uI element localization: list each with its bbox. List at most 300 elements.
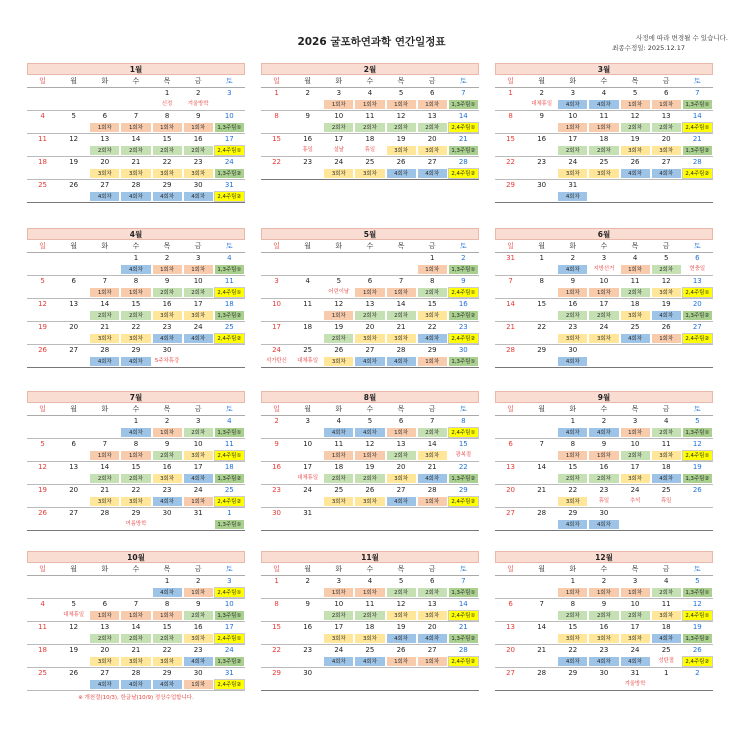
day-number: 14 [537, 463, 547, 471]
event-row [27, 656, 245, 667]
event-cell [354, 264, 385, 275]
day-number: 22 [568, 486, 578, 494]
day-number: 3 [227, 89, 232, 97]
event-cell: 2회차 [557, 310, 588, 321]
event-cell: 4회차 [120, 679, 151, 690]
month-title: 5월 [261, 228, 479, 240]
event-cell [27, 519, 58, 530]
day-number: 25 [661, 646, 671, 654]
weekday-label: 화 [569, 242, 577, 250]
weekday-label: 일 [273, 242, 280, 250]
weekday-label: 토 [459, 405, 467, 413]
day-number: 14 [427, 440, 437, 448]
event-cell [495, 287, 526, 298]
day-number: 25 [599, 158, 609, 166]
event-cell: 1,3주팀② [682, 633, 713, 644]
day-number [651, 345, 682, 356]
day-number: 27 [506, 669, 516, 677]
event-cell: 3회차 [323, 633, 354, 644]
weekday-label: 토 [459, 565, 467, 573]
event-row [27, 264, 245, 275]
day-number: 24 [630, 486, 640, 494]
event-cell: 1,3주팀① [214, 122, 245, 133]
event-cell [588, 679, 619, 690]
day-number: 9 [305, 112, 310, 120]
event-cell [292, 496, 323, 507]
event-cell [386, 519, 417, 530]
event-cell: 1,3주팀① [448, 356, 479, 367]
date-row [27, 439, 245, 450]
event-cell [261, 519, 292, 530]
event-cell [354, 519, 385, 530]
event-cell: 1회차 [651, 333, 682, 344]
event-cell: 추석 [629, 498, 641, 504]
date-row [495, 299, 713, 310]
day-number [214, 345, 245, 356]
event-cell: 2,4주팀① [214, 450, 245, 461]
day-number: 21 [537, 646, 547, 654]
day-number [651, 508, 682, 519]
week-row [261, 439, 479, 462]
month-block [27, 391, 245, 531]
day-number: 24 [334, 646, 344, 654]
event-cell: 2회차 [354, 310, 385, 321]
weekday-label: 금 [428, 242, 436, 250]
day-number: 26 [692, 486, 702, 494]
weekday-label: 일 [39, 77, 46, 85]
day-number [651, 180, 682, 191]
day-number [620, 345, 651, 356]
weekday-label: 화 [335, 77, 343, 85]
day-number: 31 [630, 669, 640, 677]
day-number: 2 [305, 577, 310, 585]
event-cell: 1,3주팀② [448, 473, 479, 484]
day-number [323, 668, 354, 679]
event-cell [58, 519, 89, 530]
day-number [292, 253, 323, 264]
day-number: 8 [274, 112, 279, 120]
day-number: 29 [131, 346, 141, 354]
day-number: 11 [38, 135, 48, 143]
event-cell [386, 679, 417, 690]
event-cell: 1회차 [557, 122, 588, 133]
weekday-label: 일 [507, 242, 514, 250]
day-number: 20 [661, 135, 671, 143]
day-number: 3 [195, 254, 201, 262]
day-number: 26 [334, 346, 344, 354]
event-row [495, 191, 713, 202]
day-number: 6 [695, 254, 700, 262]
weekday-header [495, 75, 713, 88]
day-number: 18 [599, 135, 609, 143]
event-cell [58, 587, 89, 598]
event-row [27, 427, 245, 438]
event-cell [495, 633, 526, 644]
day-number: 1 [508, 89, 513, 97]
weekday-header [27, 75, 245, 88]
day-number: 28 [537, 509, 547, 517]
weekday-label: 금 [428, 565, 436, 573]
day-number: 30 [599, 669, 609, 677]
date-row [495, 134, 713, 145]
day-number: 31 [193, 509, 203, 517]
week-row [27, 253, 245, 276]
event-cell [526, 656, 557, 667]
event-cell: 4회차 [557, 356, 588, 367]
day-number: 18 [661, 623, 671, 631]
day-number: 16 [458, 300, 468, 308]
event-cell: 3회차 [89, 333, 120, 344]
event-cell: 1회차 [183, 264, 214, 275]
day-number: 21 [100, 323, 110, 331]
day-number: 14 [506, 300, 516, 308]
day-number: 26 [38, 346, 48, 354]
date-row [495, 345, 713, 356]
day-number: 20 [396, 463, 406, 471]
event-cell: 2회차 [386, 450, 417, 461]
event-cell [495, 333, 526, 344]
event-row [27, 99, 245, 110]
day-number: 25 [661, 486, 671, 494]
weekday-label: 금 [662, 405, 670, 413]
event-cell: 1회차 [183, 679, 214, 690]
event-row [495, 333, 713, 344]
event-cell [27, 264, 58, 275]
event-cell: 2,4주팀① [682, 610, 713, 621]
event-cell: 1,3주팀① [214, 519, 245, 530]
day-number: 30 [303, 669, 313, 677]
month-block [27, 551, 245, 701]
event-cell: 3회차 [386, 145, 417, 156]
day-number: 18 [38, 158, 48, 166]
event-cell: 1,3주팀① [214, 427, 245, 438]
event-cell: 3회차 [120, 656, 151, 667]
date-row [261, 157, 479, 168]
event-cell: 1,3주팀② [214, 310, 245, 321]
event-cell: 4회차 [417, 168, 448, 179]
day-number: 13 [427, 112, 437, 120]
event-row [495, 310, 713, 321]
day-number: 17 [630, 623, 640, 631]
weekday-label: 목 [397, 565, 405, 573]
event-cell [261, 168, 292, 179]
date-row [495, 599, 713, 610]
week-row [27, 345, 245, 368]
event-cell [27, 356, 58, 367]
day-number: 11 [599, 112, 609, 120]
event-cell [58, 333, 89, 344]
event-cell [495, 610, 526, 621]
day-number: 7 [102, 277, 108, 285]
event-cell: 3회차 [89, 656, 120, 667]
date-row [27, 134, 245, 145]
weekday-label: 토 [693, 565, 701, 573]
event-cell: 2,4주팀① [448, 427, 479, 438]
month-title: 4월 [27, 228, 245, 240]
day-number: 28 [458, 646, 468, 654]
day-number: 2 [164, 417, 170, 425]
week-row [27, 576, 245, 599]
day-number: 25 [365, 158, 375, 166]
day-number: 23 [193, 646, 203, 654]
event-cell [495, 356, 526, 367]
event-row [261, 145, 479, 156]
weekday-label: 월 [304, 405, 312, 413]
event-cell: 2회차 [120, 145, 151, 156]
date-row [495, 576, 713, 587]
day-number: 24 [599, 323, 609, 331]
event-cell: 4회차 [651, 473, 682, 484]
day-number: 30 [458, 346, 468, 354]
week-row [495, 111, 713, 134]
day-number: 2 [461, 254, 466, 262]
day-number: 29 [568, 509, 578, 517]
day-number: 28 [131, 181, 141, 189]
event-cell: 3회차 [386, 333, 417, 344]
event-cell: 1,3주팀② [214, 168, 245, 179]
day-number: 9 [601, 600, 607, 608]
day-number: 13 [427, 600, 437, 608]
day-number: 13 [365, 300, 375, 308]
day-number: 24 [630, 646, 640, 654]
event-cell: 2회차 [354, 610, 385, 621]
event-cell: 1,3주팀② [448, 145, 479, 156]
event-cell [261, 145, 292, 156]
event-cell: 3회차 [651, 450, 682, 461]
day-number: 22 [162, 158, 172, 166]
week-row [495, 322, 713, 345]
day-number: 2 [195, 89, 201, 97]
event-cell: 2회차 [354, 473, 385, 484]
day-number: 12 [692, 440, 702, 448]
day-number: 26 [630, 158, 640, 166]
event-cell: 1,3주팀② [214, 473, 245, 484]
day-number: 27 [365, 346, 375, 354]
event-row [495, 656, 713, 667]
day-number: 5 [398, 577, 404, 585]
event-cell: 3회차 [354, 333, 385, 344]
day-number: 9 [164, 440, 170, 448]
weekday-label: 수 [132, 77, 140, 85]
day-number: 21 [458, 135, 468, 143]
event-row [495, 122, 713, 133]
event-cell: 4회차 [651, 310, 682, 321]
day-number: 16 [599, 623, 609, 631]
event-cell: 지방선거 [593, 266, 615, 272]
event-cell [58, 356, 89, 367]
day-number: 20 [100, 158, 110, 166]
weekday-label: 화 [335, 405, 343, 413]
event-cell: 4회차 [588, 519, 619, 530]
event-row [261, 610, 479, 621]
event-cell: 2회차 [620, 450, 651, 461]
event-row [27, 496, 245, 507]
event-cell [495, 264, 526, 275]
week-row [261, 508, 479, 531]
event-cell: 4회차 [323, 656, 354, 667]
event-cell: 2,4주팀① [448, 287, 479, 298]
day-number: 23 [568, 323, 578, 331]
day-number: 4 [663, 417, 669, 425]
event-cell: 1회차 [89, 122, 120, 133]
day-number: 24 [272, 346, 282, 354]
day-number: 28 [537, 669, 547, 677]
event-cell: 2회차 [620, 122, 651, 133]
week-row [261, 416, 479, 439]
event-cell: 2회차 [557, 145, 588, 156]
weekday-label: 토 [693, 405, 701, 413]
event-cell: 2,4주팀① [682, 450, 713, 461]
date-row [495, 88, 713, 99]
event-cell: 3회차 [323, 168, 354, 179]
date-row [27, 88, 245, 99]
week-row [27, 322, 245, 345]
event-cell: 4회차 [89, 679, 120, 690]
day-number: 10 [630, 600, 640, 608]
day-number [58, 253, 89, 264]
day-number: 11 [224, 440, 234, 448]
event-cell: 4회차 [557, 656, 588, 667]
day-number: 26 [396, 646, 406, 654]
date-row [27, 111, 245, 122]
event-cell [261, 679, 292, 690]
week-row [27, 299, 245, 322]
event-cell: 2회차 [386, 587, 417, 598]
day-number: 12 [38, 463, 48, 471]
date-row [261, 299, 479, 310]
week-row [27, 668, 245, 691]
event-cell: 4회차 [152, 191, 183, 202]
day-number: 12 [396, 112, 406, 120]
event-cell [292, 450, 323, 461]
day-number: 8 [570, 600, 576, 608]
day-number: 30 [537, 181, 547, 189]
day-number: 24 [568, 158, 578, 166]
event-cell: 2회차 [183, 610, 214, 621]
weekday-label: 화 [101, 242, 109, 250]
week-row [261, 299, 479, 322]
day-number: 19 [69, 158, 79, 166]
event-cell: 1회차 [323, 587, 354, 598]
week-row [27, 416, 245, 439]
date-row [261, 345, 479, 356]
day-number: 7 [539, 600, 544, 608]
day-number: 29 [272, 669, 282, 677]
event-cell: 1회차 [354, 287, 385, 298]
event-cell: 3회차 [651, 287, 682, 298]
day-number: 7 [398, 277, 404, 285]
day-number: 1 [429, 254, 435, 262]
weekday-label: 수 [600, 77, 608, 85]
event-cell: 1회차 [557, 450, 588, 461]
weekday-label: 수 [132, 405, 140, 413]
event-cell [526, 496, 557, 507]
day-number: 12 [661, 277, 671, 285]
weekday-label: 월 [304, 565, 312, 573]
day-number: 6 [508, 440, 513, 448]
event-cell [323, 679, 354, 690]
day-number: 12 [630, 112, 640, 120]
day-number: 16 [568, 300, 578, 308]
event-cell: 1회차 [183, 122, 214, 133]
week-row [495, 276, 713, 299]
event-cell [27, 610, 58, 621]
event-cell: 2회차 [651, 122, 682, 133]
day-number: 14 [100, 463, 110, 471]
event-cell [58, 679, 89, 690]
day-number: 21 [427, 463, 437, 471]
weekday-label: 화 [569, 405, 577, 413]
weekday-header [261, 75, 479, 88]
event-cell: 4회차 [557, 191, 588, 202]
event-cell: 1회차 [417, 264, 448, 275]
day-number: 23 [303, 158, 313, 166]
day-number: 3 [336, 89, 342, 97]
event-cell [417, 519, 448, 530]
day-number: 27 [506, 509, 516, 517]
event-cell: 1회차 [354, 587, 385, 598]
week-row [495, 299, 713, 322]
week-row [495, 439, 713, 462]
day-number: 12 [69, 623, 79, 631]
day-number: 14 [458, 600, 468, 608]
day-number: 1 [274, 89, 279, 97]
day-number [323, 508, 354, 519]
week-row [261, 599, 479, 622]
event-cell [495, 310, 526, 321]
event-cell: 3회차 [354, 496, 385, 507]
event-row [261, 519, 479, 530]
event-cell [183, 519, 214, 530]
day-number: 16 [193, 135, 203, 143]
weekday-label: 월 [70, 565, 78, 573]
day-number [682, 508, 713, 519]
month-block [261, 391, 479, 531]
week-row [27, 157, 245, 180]
event-cell [261, 333, 292, 344]
event-cell: 5주차휴강 [154, 358, 180, 364]
event-cell: 3회차 [323, 356, 354, 367]
event-row [495, 473, 713, 484]
event-cell [620, 356, 651, 367]
weekday-label: 화 [101, 565, 109, 573]
event-row [495, 633, 713, 644]
event-cell: 4회차 [89, 356, 120, 367]
day-number: 6 [71, 277, 76, 285]
event-cell [495, 519, 526, 530]
day-number: 24 [193, 323, 203, 331]
day-number: 30 [193, 181, 203, 189]
event-cell: 1,3주팀① [682, 427, 713, 438]
weekday-label: 일 [507, 565, 514, 573]
weekday-label: 토 [459, 77, 467, 85]
day-number: 17 [193, 463, 203, 471]
day-number: 4 [367, 577, 373, 585]
day-number: 29 [131, 509, 141, 517]
day-number: 2 [601, 417, 607, 425]
date-row [495, 645, 713, 656]
day-number: 19 [396, 623, 406, 631]
event-cell [292, 519, 323, 530]
day-number: 29 [458, 486, 468, 494]
event-cell: 1회차 [557, 587, 588, 598]
event-row [27, 450, 245, 461]
event-cell: 3회차 [386, 610, 417, 621]
day-number: 21 [692, 135, 702, 143]
day-number: 30 [568, 346, 578, 354]
day-number: 3 [195, 417, 201, 425]
event-cell: 2회차 [620, 287, 651, 298]
